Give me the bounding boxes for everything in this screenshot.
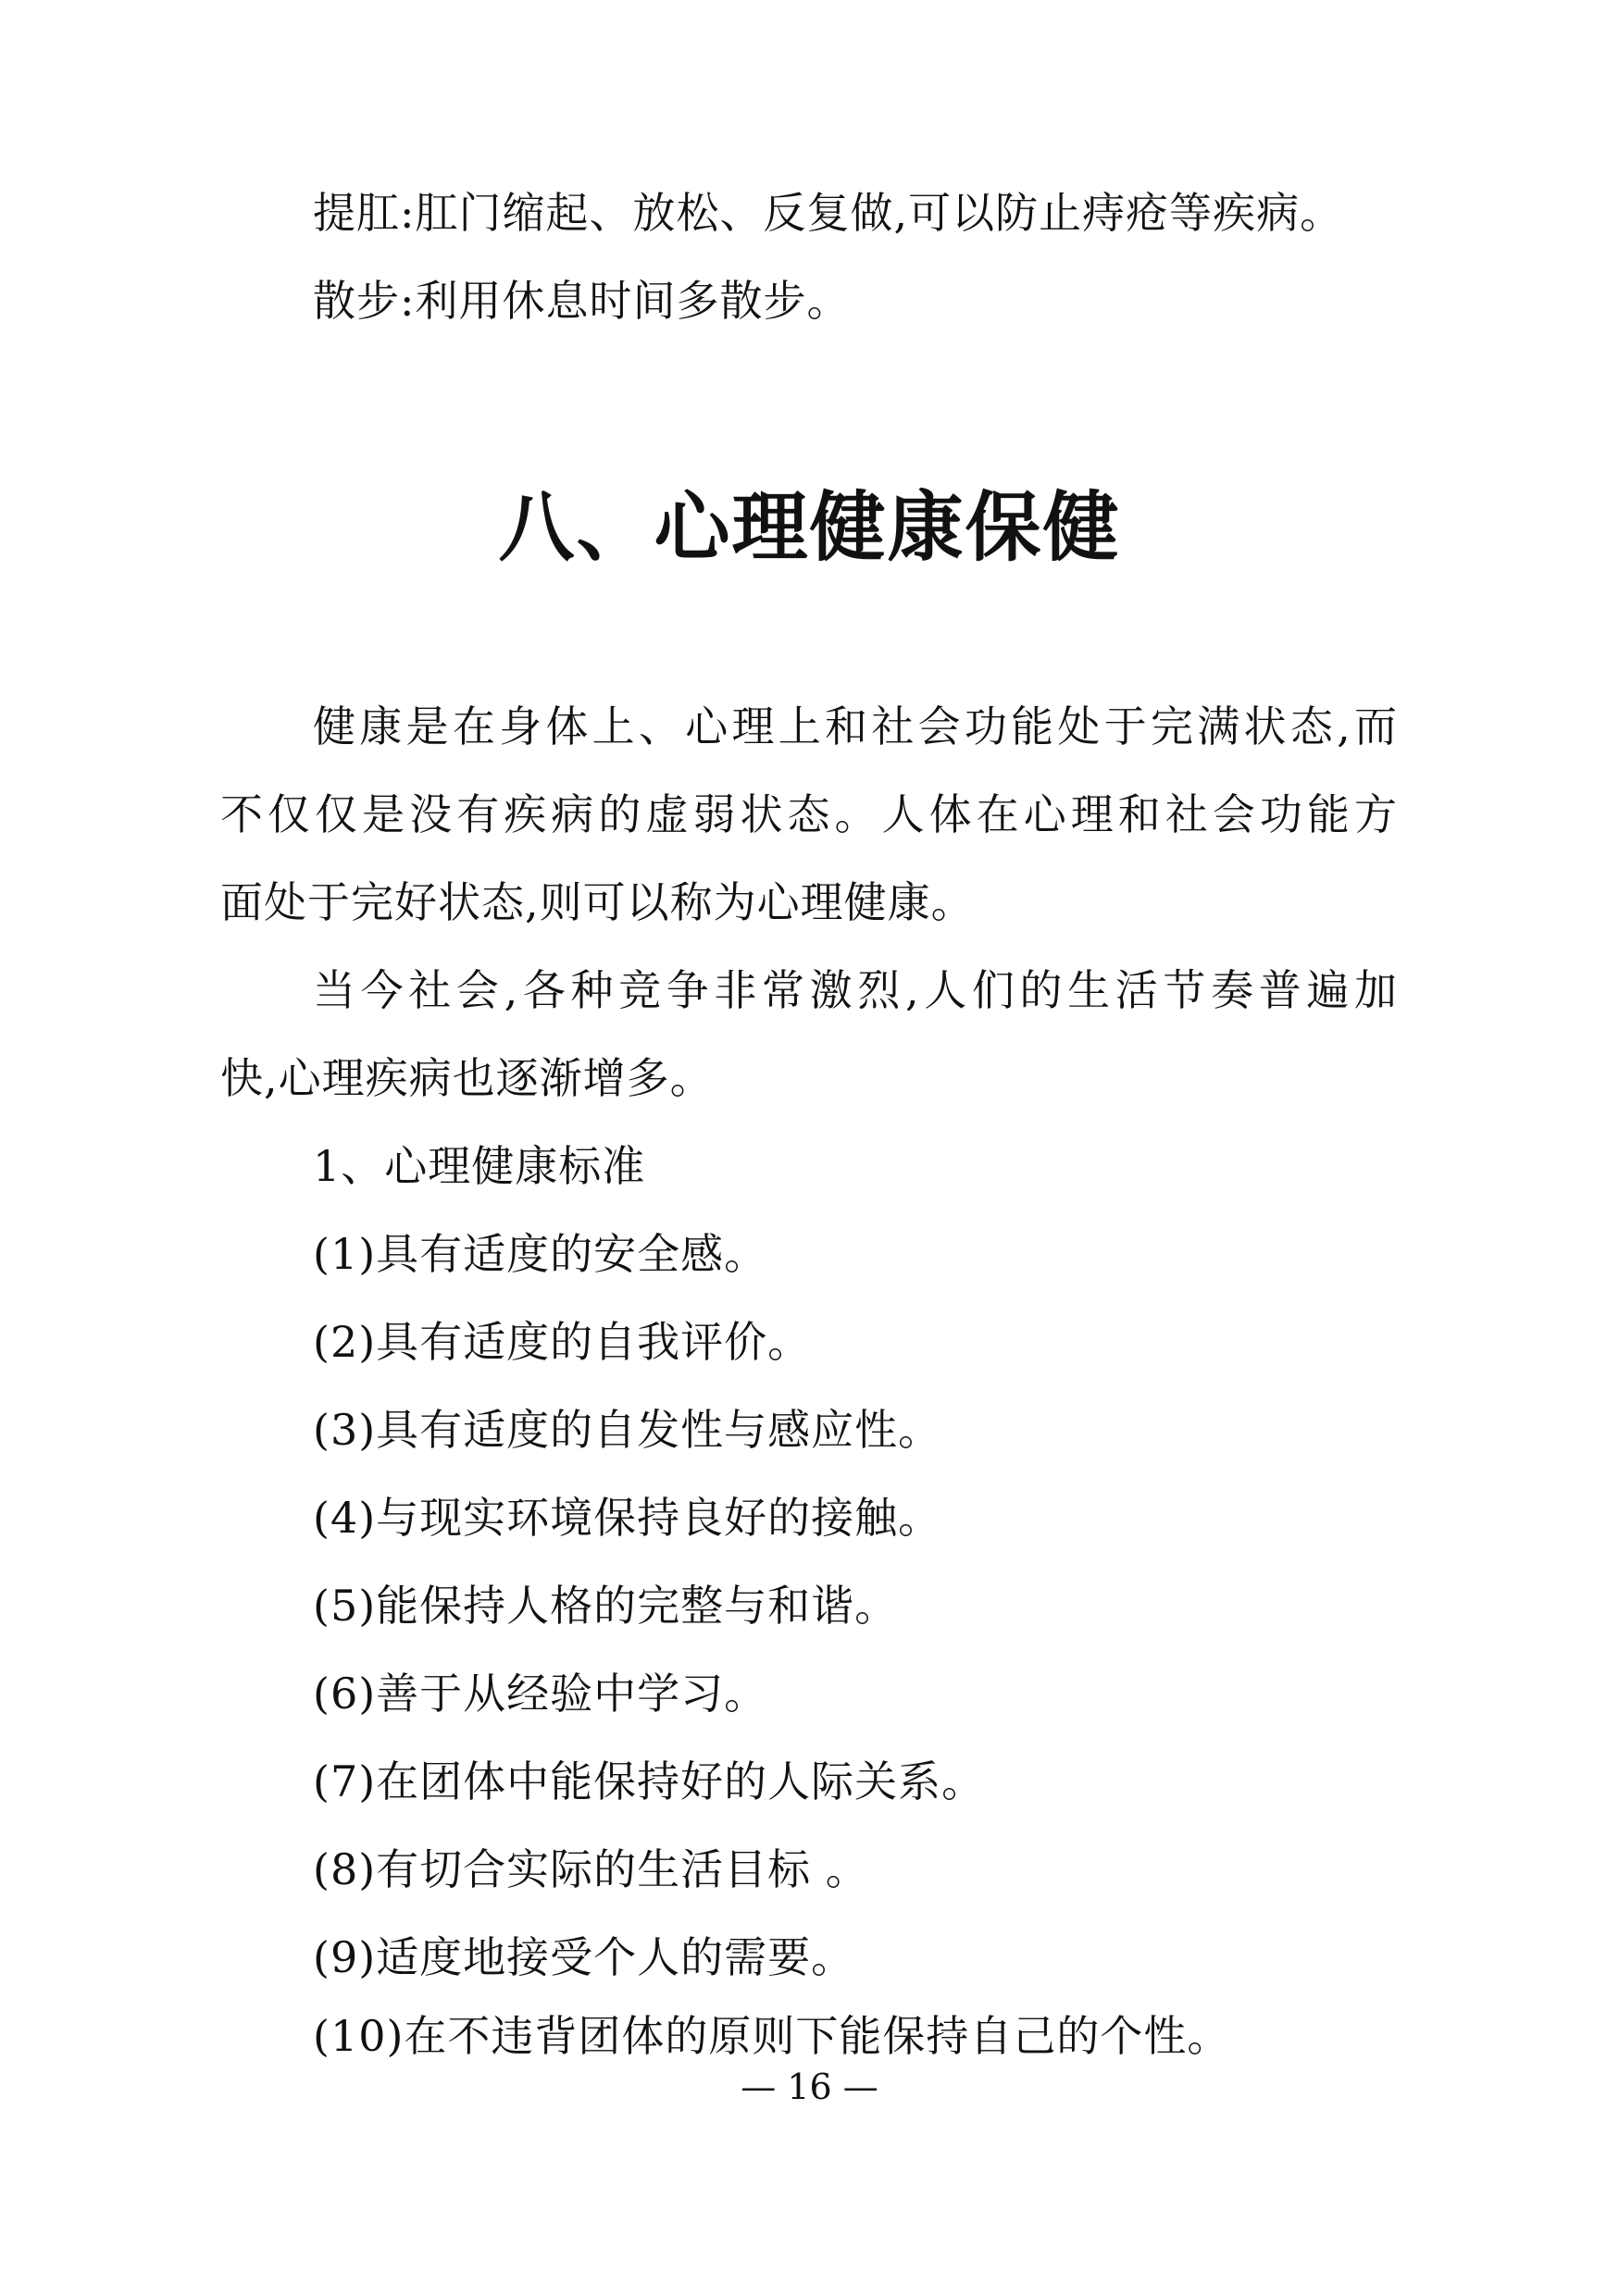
standards-heading: 1、心理健康标准 bbox=[313, 1141, 646, 1191]
standard-item: (7)在团体中能保持好的人际关系。 bbox=[313, 1756, 986, 1806]
paragraph-line: 快,心理疾病也逐渐增多。 bbox=[220, 1053, 714, 1103]
paragraph-line: 当今社会,各种竞争非常激烈,人们的生活节奏普遍加 bbox=[313, 965, 1398, 1015]
exercise-line-walking: 散步:利用休息时间多散步。 bbox=[313, 276, 851, 326]
standard-item: (2)具有适度的自我评价。 bbox=[313, 1317, 812, 1367]
standard-item: (6)善于从经验中学习。 bbox=[313, 1669, 768, 1719]
standard-item: (4)与现实环境保持良好的接触。 bbox=[313, 1493, 942, 1543]
standard-item: (10)在不违背团体的原则下能保持自己的个性。 bbox=[313, 2011, 1231, 2061]
exercise-line-anal-lift: 提肛:肛门缩起、放松、反复做,可以防止痔疮等疾病。 bbox=[313, 188, 1344, 238]
page-number: — 16 — bbox=[741, 2066, 878, 2107]
paragraph-line: 面处于完好状态,则可以称为心理健康。 bbox=[220, 877, 975, 927]
standard-item: (1)具有适度的安全感。 bbox=[313, 1229, 768, 1279]
paragraph-line: 不仅仅是没有疾病的虚弱状态。人体在心理和社会功能方 bbox=[220, 789, 1398, 839]
standard-item: (3)具有适度的自发性与感应性。 bbox=[313, 1405, 942, 1455]
section-title: 八、心理健康保健 bbox=[498, 483, 1121, 572]
standard-item: (8)有切合实际的生活目标 。 bbox=[313, 1844, 869, 1894]
standard-item: (9)适度地接受个人的需要。 bbox=[313, 1932, 855, 1982]
paragraph-line: 健康是在身体上、心理上和社会功能处于完满状态,而 bbox=[313, 701, 1398, 751]
standard-item: (5)能保持人格的完整与和谐。 bbox=[313, 1581, 899, 1631]
